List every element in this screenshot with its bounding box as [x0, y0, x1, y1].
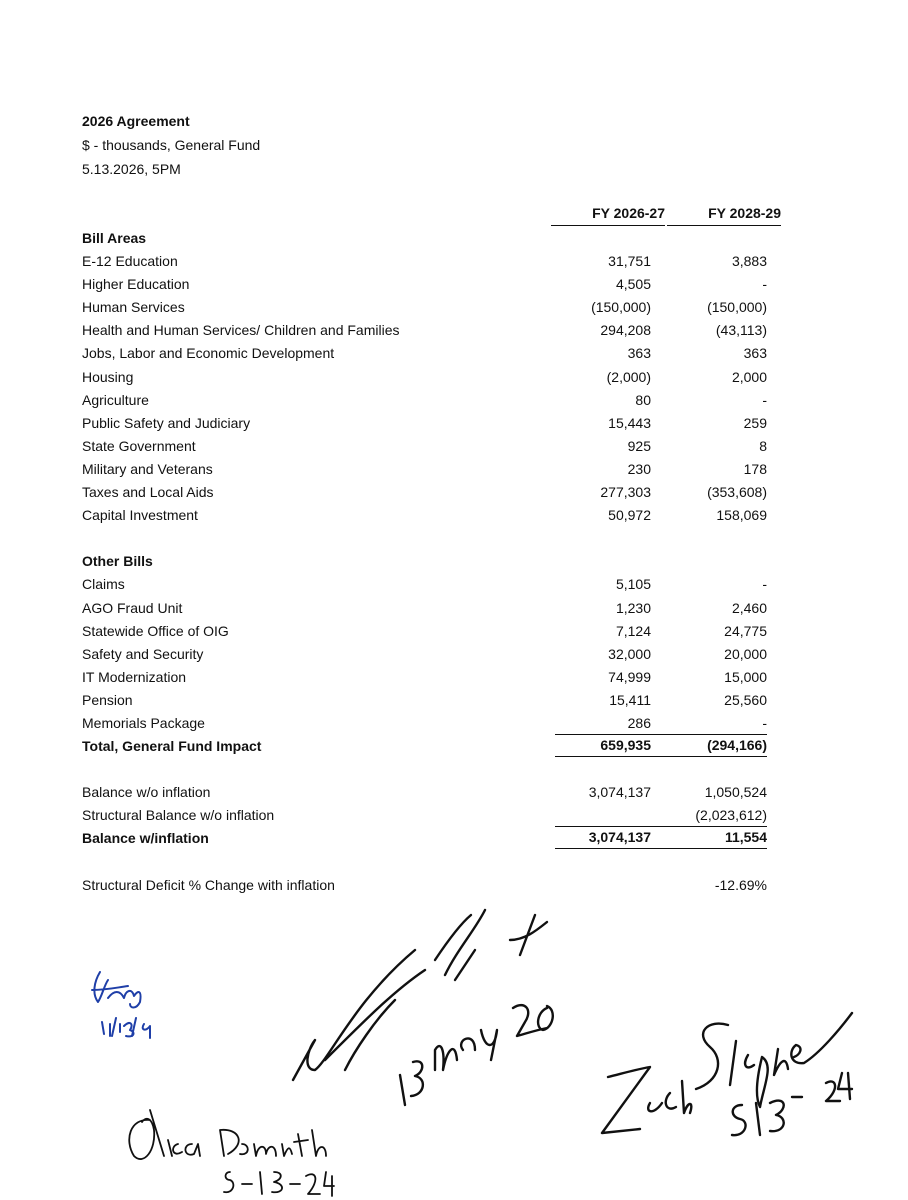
value-fy2026-27: 74,999: [608, 668, 651, 685]
bill-areas-rows: [82, 250, 782, 527]
value-fy2028-29: (2,023,612): [695, 807, 767, 824]
bill-area-row: [82, 412, 782, 435]
value-fy2028-29: 24,775: [724, 622, 767, 639]
value-fy2028-29: 15,000: [724, 668, 767, 685]
bill-area-row: [82, 435, 782, 458]
value-fy2026-27: 32,000: [608, 645, 651, 662]
value-fy2028-29: 1,050,524: [704, 784, 767, 801]
row-label: Balance w/inflation: [82, 830, 209, 847]
row-label: Memorials Package: [82, 714, 205, 731]
value-fy2028-29: 2,460: [731, 599, 767, 616]
other-bills-rows: [82, 573, 782, 735]
row-label: Taxes and Local Aids: [82, 484, 214, 501]
value-fy2028-29: 363: [743, 345, 767, 362]
value-fy2026-27: 286: [627, 714, 651, 731]
row-label: Statewide Office of OIG: [82, 622, 229, 639]
value-fy2026-27: 363: [627, 345, 651, 362]
value-fy2028-29: 3,883: [731, 253, 767, 270]
row-label: AGO Fraud Unit: [82, 599, 183, 616]
value-fy2028-29: 259: [743, 414, 767, 431]
other-bill-row: [82, 620, 782, 643]
value-fy2028-29: 2,000: [731, 368, 767, 385]
section-heading-label: Bill Areas: [82, 230, 147, 246]
structural-deficit-row: [82, 874, 782, 897]
value-fy2028-29: 158,069: [716, 507, 767, 524]
value-fy2028-29: 20,000: [724, 645, 767, 662]
row-label: Agriculture: [82, 391, 149, 408]
value-fy2028-29: -: [762, 391, 767, 408]
value-fy2026-27: 80: [635, 391, 651, 408]
other-bill-row: [82, 666, 782, 689]
signature-zack-stephenson: [590, 985, 890, 1155]
bill-area-row: [82, 504, 782, 527]
row-label: Total, General Fund Impact: [82, 738, 262, 755]
total-row: [82, 735, 782, 758]
row-label: Claims: [82, 576, 125, 593]
value-fy2026-27: 15,411: [609, 691, 651, 708]
row-label: Pension: [82, 691, 133, 708]
bill-area-row: [82, 296, 782, 319]
row-label: Housing: [82, 368, 134, 385]
value-fy2026-27: 3,074,137: [555, 826, 651, 849]
row-label: Health and Human Services/ Children and Families: [82, 322, 400, 339]
value-fy2028-29: -: [762, 576, 767, 593]
value-fy2028-29: 11,554: [651, 826, 767, 849]
other-bill-row: [82, 689, 782, 712]
column-header-fy2028-29: FY 2028-29: [667, 204, 781, 226]
value-fy2026-27: 925: [627, 437, 651, 454]
section-heading-bill-areas: [82, 227, 782, 250]
bill-area-row: [82, 319, 782, 342]
date-time: 5.13.2026, 5PM: [82, 161, 181, 177]
value-fy2028-29: (150,000): [707, 299, 767, 316]
value-fy2028-29: (353,608): [707, 484, 767, 501]
value-fy2028-29: 8: [759, 437, 767, 454]
units-note: $ - thousands, General Fund: [82, 137, 261, 153]
balance-inflation-row: [82, 827, 782, 850]
value-fy2028-29: -: [762, 276, 767, 293]
value-fy2028-29: -12.69%: [714, 876, 767, 893]
value-fy2028-29: 178: [743, 460, 767, 477]
row-label: IT Modernization: [82, 668, 187, 685]
row-label: Higher Education: [82, 276, 190, 293]
other-bill-row: [82, 597, 782, 620]
value-fy2026-27: 1,230: [615, 599, 651, 616]
row-label: Balance w/o inflation: [82, 784, 211, 801]
value-fy2026-27: (2,000): [606, 368, 651, 385]
row-label: Military and Veterans: [82, 460, 213, 477]
value-fy2026-27: (150,000): [591, 299, 651, 316]
other-bill-row: [82, 643, 782, 666]
bill-area-row: [82, 458, 782, 481]
row-label: Public Safety and Judiciary: [82, 414, 251, 431]
bill-area-row: [82, 481, 782, 504]
value-fy2028-29: (43,113): [715, 322, 767, 339]
balance-rows: [82, 781, 782, 827]
value-fy2026-27: 659,935: [555, 734, 651, 757]
bill-area-row: [82, 342, 782, 365]
row-label: Safety and Security: [82, 645, 204, 662]
bill-area-row: [82, 366, 782, 389]
bill-area-row: [82, 273, 782, 296]
row-label: Structural Deficit % Change with inflation: [82, 876, 335, 893]
balance-row: [82, 781, 782, 804]
other-bill-row: [82, 712, 782, 735]
section-heading-label: Other Bills: [82, 553, 153, 570]
value-fy2026-27: 15,443: [608, 414, 651, 431]
value-fy2026-27: 50,972: [608, 507, 651, 524]
value-fy2026-27: 230: [627, 460, 651, 477]
value-fy2028-29: (294,166): [651, 734, 767, 757]
document-title: 2026 Agreement: [82, 113, 190, 129]
row-label: Structural Balance w/o inflation: [82, 807, 275, 824]
value-fy2026-27: 277,303: [600, 484, 651, 501]
signature-blue: [80, 960, 210, 1040]
row-label: Jobs, Labor and Economic Development: [82, 345, 335, 362]
row-label: State Government: [82, 437, 196, 454]
column-header-fy2026-27: FY 2026-27: [551, 204, 665, 226]
row-label: Capital Investment: [82, 507, 198, 524]
row-label: E-12 Education: [82, 253, 178, 270]
other-bill-row: [82, 573, 782, 596]
value-fy2026-27: 7,124: [615, 622, 651, 639]
value-fy2028-29: -: [762, 714, 767, 731]
signature-center: [285, 900, 585, 1120]
value-fy2026-27: 3,074,137: [588, 784, 651, 801]
value-fy2026-27: 31,751: [608, 253, 651, 270]
value-fy2028-29: 25,560: [724, 691, 767, 708]
section-heading-other-bills: [82, 550, 782, 573]
value-fy2026-27: 5,105: [615, 576, 651, 593]
value-fy2026-27: 294,208: [600, 322, 651, 339]
bill-area-row: [82, 250, 782, 273]
balance-row: [82, 804, 782, 827]
signature-lisa-demuth: [120, 1100, 340, 1200]
budget-table: [82, 227, 782, 897]
bill-area-row: [82, 389, 782, 412]
value-fy2026-27: 4,505: [615, 276, 651, 293]
row-label: Human Services: [82, 299, 185, 316]
